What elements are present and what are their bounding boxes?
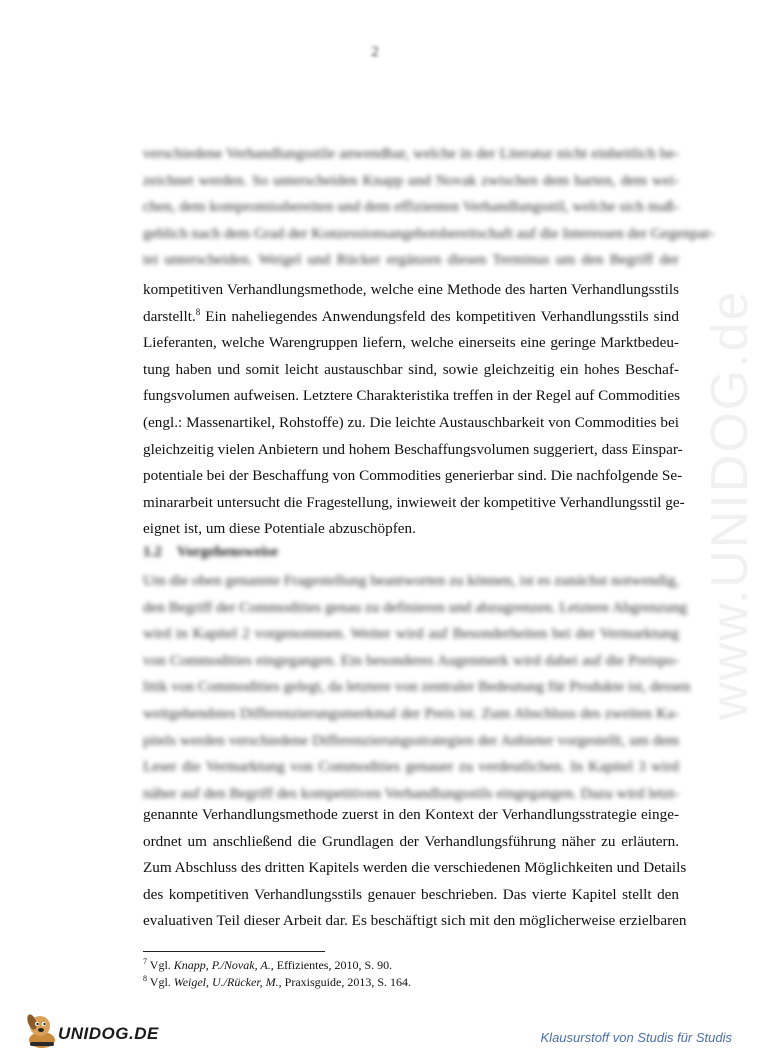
text-line: näher auf den Begriff des kompetitiven Verhandlungsstils eingegangen. Dazu wird letzt- <box>143 784 680 802</box>
tagline: Klausurstoff von Studis für Studis <box>540 1030 732 1045</box>
footnotes <box>143 957 683 991</box>
text-line: Lieferanten, welche Warengruppen liefern, welche einerseits eine geringe Marktbedeu- <box>143 334 679 352</box>
text-line: wird in Kapitel 2 vorgenommen. Weiter wird auf Besonderheiten bei der Vermarktung <box>143 625 679 643</box>
text-line: zeichnet werden. So unterscheiden Knapp und Novak zwischen dem harten, dem wei- <box>143 171 679 189</box>
footnote: $^7$ Vgl. Knapp, P./Novak, A., Effizientes, 2010, S. 90. <box>143 957 393 972</box>
paragraph-visible-1 <box>143 277 685 543</box>
footnote-ref: 8 <box>195 306 201 317</box>
text-line: den Begriff der Commodities genau zu definieren und abzugrenzen. Letztere Abgrenzung <box>143 598 688 616</box>
text-line: eignet ist, um diese Potentiale abzuschöpfen. <box>143 520 416 538</box>
text-line: verschiedene Verhandlungsstile anwendbar, welche in der Literatur nicht einheitlich be- <box>143 145 679 162</box>
text-line: fungsvolumen aufweisen. Letztere Charakteristika treffen in der Regel auf Commodities <box>143 387 681 405</box>
footnote-divider <box>143 951 325 952</box>
text-line: pitels werden verschiedene Differenzierungsstrategien der Anbieter vorgestellt, um dem <box>143 731 679 749</box>
text-line: Zum Abschluss des dritten Kapitels werden die verschiedenen Möglichkeiten und Details <box>143 859 687 877</box>
paragraph-blurred-middle <box>143 568 691 807</box>
section-heading <box>143 542 679 562</box>
text-line: des kompetitiven Verhandlungsstils genauer beschrieben. Das vierte Kapitel stellt den <box>143 885 679 903</box>
text-line: potentiale bei der Beschaffung von Commodities generierbar sind. Die nachfolgende Se- <box>143 467 683 485</box>
text-line: Um die oben genannte Fragestellung beantworten zu können, ist es zunächst notwendig, <box>143 572 680 589</box>
text-line: (engl.: Massenartikel, Rohstoffe) zu. Die leichte Austauschbarkeit von Commodities bei <box>143 413 679 431</box>
text-line: chen, dem kompromissbereiten und dem effizienten Verhandlungsstil, welche sich maß- <box>143 198 679 216</box>
section-title: Vorgehensweise <box>177 544 279 560</box>
text-line: von Commodities eingegangen. Ein besonderes Augenmerk wird dabei auf die Preispo- <box>143 651 679 669</box>
text-line: evaluativen Teil dieser Arbeit dar. Es beschäftigt sich mit den möglicherweise erzielbaren <box>143 912 687 930</box>
text-line: weitgehendstes Differenzierungsmerkmal der Preis ist. Zum Abschluss des zweiten Ka- <box>143 704 679 722</box>
footnote: $^8$ Vgl. Weigel, U./Rücker, M., Praxisguide, 2013, S. 164. <box>143 974 411 989</box>
section-number: 1.2 <box>143 544 162 560</box>
text-line: minararbeit untersucht die Fragestellung, inwieweit der kompetitive Verhandlungsstil ge- <box>143 493 685 511</box>
paragraph-blurred-top <box>143 141 715 274</box>
page-number: 2 <box>371 44 379 60</box>
text-line: Leser die Vermarktung von Commodities genauer zu verdeutlichen. In Kapitel 3 wird <box>143 758 679 776</box>
text-line: tei unterscheiden. Weigel und Rücker ergänzen diesen Terminus um den Begriff der <box>143 251 679 269</box>
text-line: tung haben und somit leicht austauschbar sind, sowie gleichzeitig ein hohes Beschaf- <box>143 360 679 378</box>
text-line: litik von Commodities gelegt, da letztere von zentraler Bedeutung für Produkte ist, dessen <box>143 678 691 696</box>
text-line: geblich nach dem Grad der Konzessionsangebotsbereitschaft auf die Interessen der Gegenpar- <box>143 224 715 242</box>
watermark: www.UNIDOG.de <box>701 289 759 720</box>
logo-text: UNIDOG.DE <box>58 1024 159 1043</box>
paragraph-visible-2 <box>143 802 687 935</box>
text-line: gleichzeitig vielen Anbietern und hohem Beschaffungsvolumen suggeriert, dass Einspar- <box>143 440 683 458</box>
text-line: kompetitiven Verhandlungsmethode, welche eine Methode des harten Verhandlungsstils <box>143 281 679 298</box>
text-line: genannte Verhandlungsmethode zuerst in den Kontext der Verhandlungsstrategie einge- <box>143 806 679 823</box>
dog-mascot-icon <box>24 1012 60 1050</box>
text-line: ordnet um anschließend die Grundlagen der Verhandlungsführung näher zu erläutern. <box>143 832 679 850</box>
text-line: darstellt.$^8$ Ein naheliegendes Anwendungsfeld des kompetitiven Verhandlungsstils sind <box>143 306 679 325</box>
unidog-logo[interactable] <box>24 1012 164 1052</box>
